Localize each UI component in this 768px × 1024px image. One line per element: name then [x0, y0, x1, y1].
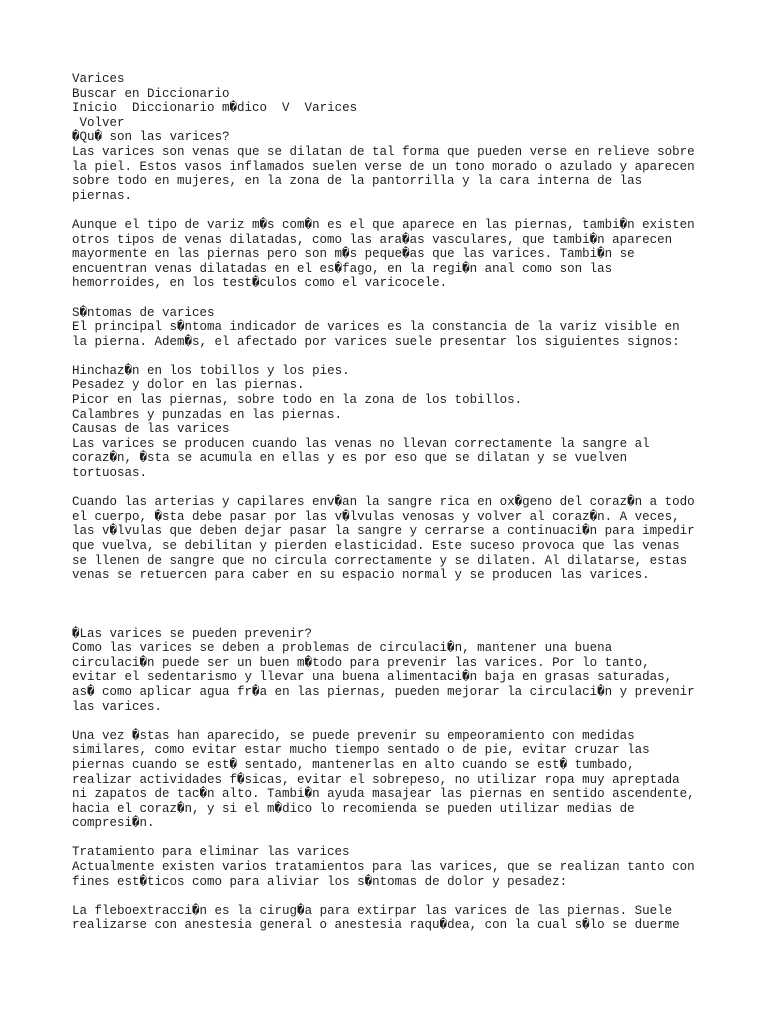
paragraph — [72, 495, 712, 583]
paragraph — [72, 860, 712, 889]
text-line: piernas cuando se est� sentado, mantenerlas en alto cuando se est� tumbado, — [72, 757, 635, 772]
dictionary-search-link[interactable]: Buscar en Diccionario — [72, 86, 230, 101]
text-line: venas se retuercen para caber en su espacio normal y se producen las varices. — [72, 568, 650, 583]
text-line: El principal s�ntoma indicador de varices es la constancia de la variz visible en — [72, 320, 680, 335]
back-link[interactable]: Volver — [72, 115, 125, 130]
spacer — [72, 612, 712, 627]
text-line: realizar actividades f�sicas, evitar el sobrepeso, no utilizar ropa muy apreptada — [72, 772, 680, 787]
text-line: La fleboextracci�n es la cirug�a para extirpar las varices de las piernas. Suele — [72, 903, 673, 918]
symptom-list — [72, 364, 712, 422]
text-line: tortuosas. — [72, 466, 148, 481]
spacer — [72, 481, 712, 496]
text-line: ni zapatos de tac�n alto. Tambi�n ayuda masajear las piernas en sentido ascendente, — [72, 787, 695, 802]
spacer — [72, 714, 712, 729]
paragraph — [72, 904, 712, 933]
section-heading-symptoms: S�ntomas de varices — [72, 305, 215, 320]
text-line: las v�lvulas que deben dejar pasar la sangre y cerrarse a continuaci�n para impedir — [72, 524, 695, 539]
section-heading-what-are-varices: �Qu� son las varices? — [72, 130, 230, 145]
text-line: fines est�ticos como para aliviar los s�ntomas de dolor y pesadez: — [72, 874, 568, 889]
text-line: hacia el coraz�n, y si el m�dico lo recomienda se pueden utilizar medias de — [72, 801, 635, 816]
text-line: Las varices se producen cuando las venas no llevan correctamente la sangre al — [72, 436, 650, 451]
text-line: Aunque el tipo de variz m�s com�n es el que aparece en las piernas, tambi�n existen — [72, 217, 695, 232]
list-item: Picor en las piernas, sobre todo en la zona de los tobillos. — [72, 393, 523, 408]
text-line: Actualmente existen varios tratamientos para las varices, que se realizan tanto con — [72, 860, 695, 875]
spacer — [72, 831, 712, 846]
paragraph — [72, 437, 712, 481]
text-line: Como las varices se deben a problemas de circulaci�n, mantener una buena — [72, 641, 613, 656]
paragraph — [72, 145, 712, 203]
text-line: similares, como evitar estar mucho tiempo sentado o de pie, evitar cruzar las — [72, 743, 650, 758]
text-line: circulaci�n puede ser un buen m�todo para prevenir las varices. Por lo tanto, — [72, 655, 650, 670]
text-line: Una vez �stas han aparecido, se puede prevenir su empeoramiento con medidas — [72, 728, 635, 743]
spacer — [72, 597, 712, 612]
text-line: realizarse con anestesia general o anestesia raqu�dea, con la cual s�lo se duerme — [72, 918, 680, 933]
section-heading-causes: Causas de las varices — [72, 422, 230, 437]
page-title: Varices — [72, 72, 125, 86]
text-line: evitar el sedentarismo y llevar una buena alimentaci�n baja en grasas saturadas, — [72, 670, 673, 685]
section-heading-prevention: �Las varices se pueden prevenir? — [72, 626, 313, 641]
text-line: las varices. — [72, 699, 163, 714]
list-item: Pesadez y dolor en las piernas. — [72, 378, 305, 393]
text-line: encuentran venas dilatadas en el es�fago, en la regi�n anal como son las — [72, 261, 613, 276]
spacer — [72, 291, 712, 306]
text-line: as� como aplicar agua fr�a en las piernas, pueden mejorar la circulaci�n y prevenir — [72, 684, 695, 699]
section-heading-treatment: Tratamiento para eliminar las varices — [72, 845, 350, 860]
text-line: la pierna. Adem�s, el afectado por varices suele presentar los siguientes signos: — [72, 334, 680, 349]
spacer — [72, 203, 712, 218]
text-line: la piel. Estos vasos inflamados suelen verse de un tono morado o azulado y aparecen — [72, 159, 695, 174]
paragraph — [72, 729, 712, 831]
spacer — [72, 583, 712, 598]
spacer — [72, 889, 712, 904]
breadcrumb[interactable]: Inicio Diccionario m�dico V Varices — [72, 101, 358, 116]
text-line: sobre todo en mujeres, en la zona de la pantorrilla y la cara interna de las — [72, 174, 643, 189]
paragraph — [72, 641, 712, 714]
list-item: Hinchaz�n en los tobillos y los pies. — [72, 363, 350, 378]
text-line: se llenen de sangre que no circula correctamente y se dilaten. Al dilatarse, estas — [72, 553, 688, 568]
paragraph — [72, 320, 712, 349]
text-line: coraz�n, �sta se acumula en ellas y es por eso que se dilatan y se vuelven — [72, 451, 628, 466]
text-line: mayormente en las piernas pero son m�s peque�as que las varices. Tambi�n se — [72, 247, 635, 262]
text-line: el cuerpo, �sta debe pasar por las v�lvulas venosas y volver al coraz�n. A veces, — [72, 509, 680, 524]
text-line: compresi�n. — [72, 816, 155, 831]
text-line: Cuando las arterias y capilares env�an la sangre rica en ox�geno del coraz�n a todo — [72, 495, 695, 510]
document-body — [72, 72, 712, 933]
list-item: Calambres y punzadas en las piernas. — [72, 407, 343, 422]
spacer — [72, 349, 712, 364]
text-line: hemorroides, en los test�culos como el varicocele. — [72, 276, 448, 291]
text-line: que vuelva, se debilitan y pierden elasticidad. Este suceso provoca que las venas — [72, 539, 680, 553]
paragraph — [72, 218, 712, 291]
text-line: otros tipos de venas dilatadas, como las ara�as vasculares, que tambi�n aparecen — [72, 232, 673, 247]
text-line: piernas. — [72, 188, 133, 203]
text-line: Las varices son venas que se dilatan de tal forma que pueden verse en relieve sobre — [72, 144, 695, 159]
